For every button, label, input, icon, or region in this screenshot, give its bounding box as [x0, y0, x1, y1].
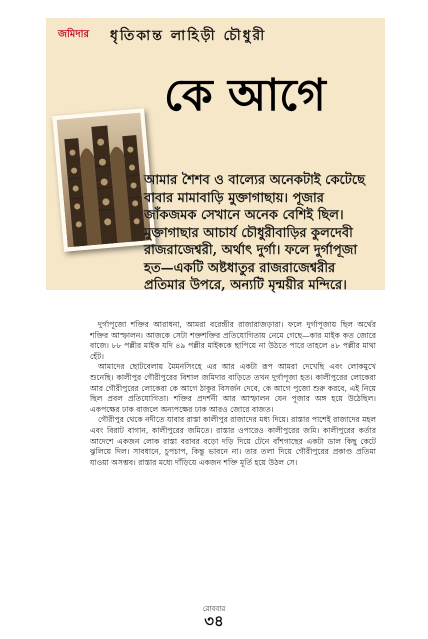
article-title: কে আগে — [164, 70, 326, 121]
author-name: ধৃতিকান্ত লাহিড়ী চৌধুরী — [110, 28, 267, 44]
body-paragraph: দুর্গাপূজো শক্তির আরাধনা, আমরা বরেন্দ্রীর রাজারাজড়ারা। ফলে দুর্গাপূজায় ছিল অর্থের শক্তির আস্ফালন। আজকে সেটা শক্তশক্তির প্রতিযোগিতায় নেমে গেছে—কার মাইক কত জোরে বাজে। ৮৮ পল্লীর মাইক যদি ৪৯ পল্লীর মাইককে ছাপিয়ে না উঠতে পারে তাহলে ৪৮ পল্লীর মাথা হেঁট। — [90, 320, 376, 361]
footer-label: রোববার — [202, 605, 226, 613]
topic-tag: জমিদার — [58, 29, 90, 40]
body-paragraph: আমাদের ছোটবেলায় মৈমনসিংহে এর আর একটা রূপ আমরা দেখেছি এবং লোকমুখে শুনেছি। কালীপুর গৌরীপুরের বিশাল জমিদার বাড়িতে তখন দুর্গাপূজা হত। কালীপুরের লোকেরা আর গৌরীপুরের লোকেরা কে আগে ঠাকুর বিসর্জন দেবে, কে আগে পুজো শুরু করবে, এই নিয়ে ছিল প্রবল প্রতিযোগিতা। শক্তির প্রদর্শনী আর আস্ফালন যেন পূজার অঙ্গ হয়ে উঠেছিল। একপক্ষের ঢাক বাজলে অন্যপক্ষের ঢাক আরও জোরে বাজত। — [90, 362, 376, 414]
page-number: ৩৪ — [204, 612, 224, 630]
article-intro: আমার শৈশব ও বাল্যের অনেকটাই কেটেছে বাবার মামাবাড়ি মুক্তাগাছায়। পূজার জাঁকজমক সেখানে অনেক বেশিই ছিল। মুক্তাগাছার আচার্য চৌধুরীবাড়ির কুলদেবী রাজরাজেশ্বরী, অর্থাৎ দুর্গা। ফলে দুর্গাপূজা হত—একটি অষ্টধাতুর রাজরাজেশ্বরীর প্রতিমার উপরে, অন্যটি মৃন্ময়ীর মন্দিরে। — [144, 173, 365, 293]
temple-illustration — [57, 113, 152, 248]
body-paragraph: গৌরীপুর থেকে নদীতে যাবার রাস্তা কালীপুর রাজাদের মধ্য দিয়ে। রাস্তার পাশেই রাজাদের মহল এবং বিরাট বাগান, কালীপুরের জমিতে। রাস্তার ওপারেও কালীপুরের জমি। কালীপুরের কর্তার আদেশে একজন লোক রাস্তা বরাবর বড়ো দড়ি দিয়ে টেনে বাঁশগাছের একটা ডাল কিছু কেটে ঝুলিয়ে দিল। সাবধানে, চুপচাপ, কিন্তু ভাবনে না। তার তলা দিয়ে গৌরীপুরের প্রকাণ্ড প্রতিমা যাওয়া অসম্ভব। রাস্তার মধ্যে দাঁড়িয়ে একজন শক্তি মূর্তি হয়ে উঠল সে। — [90, 415, 376, 467]
article-body — [90, 320, 376, 468]
temple-photo — [52, 108, 156, 252]
